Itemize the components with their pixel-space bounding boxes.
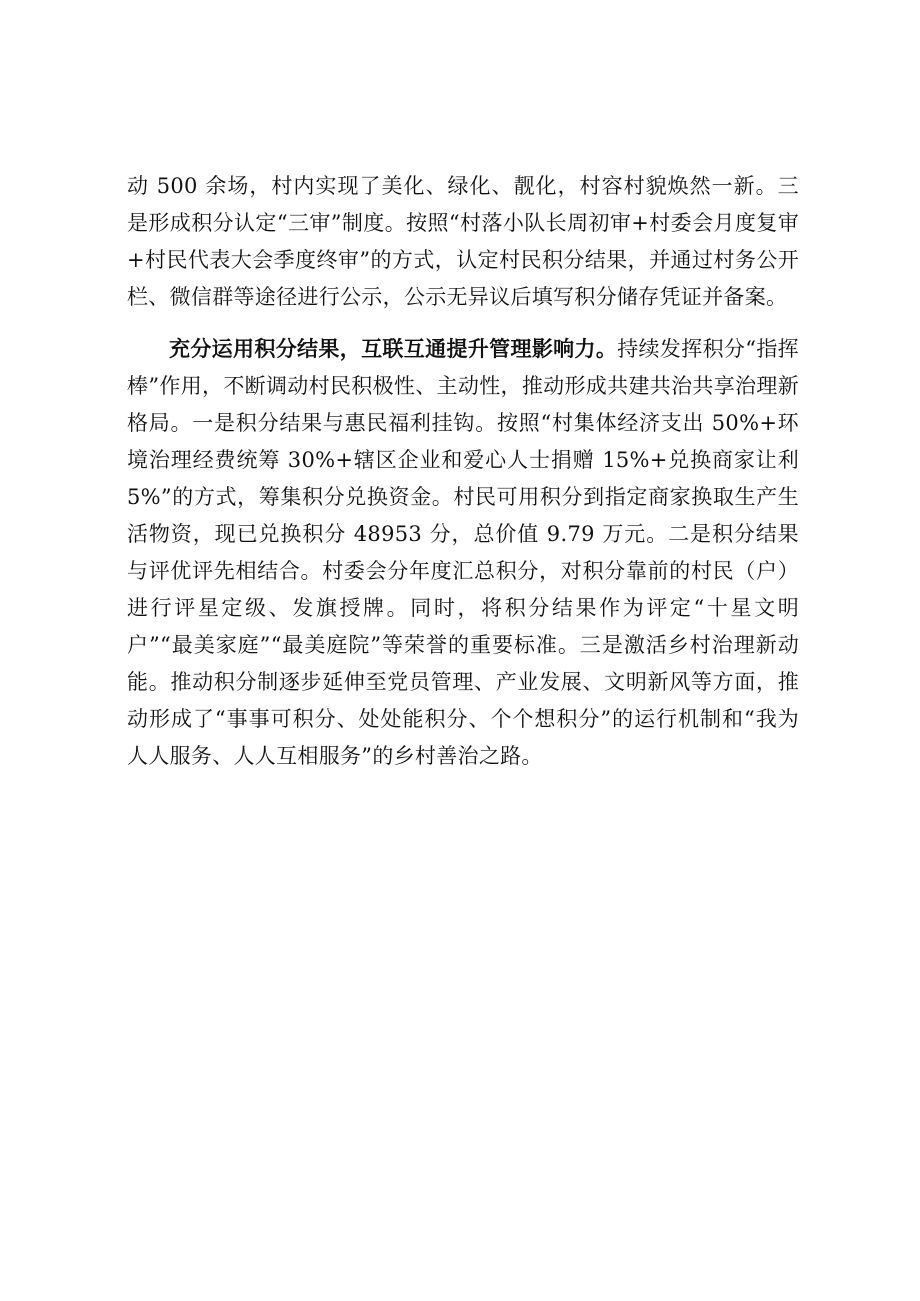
paragraph-text: 持续发挥积分“指挥棒”作用，不断调动村民积极性、主动性，推动形成共建共治共享治理新格局。一是积分结果与惠民福利挂钩。按照“村集体经济支出 50%+环境治理经费统筹 30%+辖区企业和爱心人士捐赠 15%+兑换商家让利 5%”的方式，筹集积分兑换资金。村民可用积分到指定商家换取生产生活物资，现已兑换积分 48953 分，总价值 9.79 万元。二是积分结果与评优评先相结合。村委会分年度汇总积分，对积分靠前的村民（户）进行评星定级、发旗授牌。同时，将积分结果作为评定“十星文明户”“最美家庭”“最美庭院”等荣誉的重要标准。三是激活乡村治理新动能。推动积分制逐步延伸至党员管理、产业发展、文明新风等方面，推动形成了“事事可积分、处处能积分、个个想积分”的运行机制和“我为人人服务、人人互相服务”的乡村善治之路。 bbox=[127, 337, 799, 768]
paragraph-text: 动 500 余场，村内实现了美化、绿化、靓化，村容村貌焕然一新。三是形成积分认定“三审”制度。按照“村落小队长周初审+村委会月度复审+村民代表大会季度终审”的方式，认定村民积分结果，并通过村务公开栏、微信群等途径进行公示，公示无异议后填写积分储存凭证并备案。 bbox=[127, 174, 799, 309]
paragraph-points-usage bbox=[127, 331, 799, 775]
paragraph-lead-heading: 充分运用积分结果，互联互通提升管理影响力。 bbox=[169, 337, 618, 361]
paragraph-continuation bbox=[127, 168, 799, 316]
document-body bbox=[127, 168, 799, 775]
